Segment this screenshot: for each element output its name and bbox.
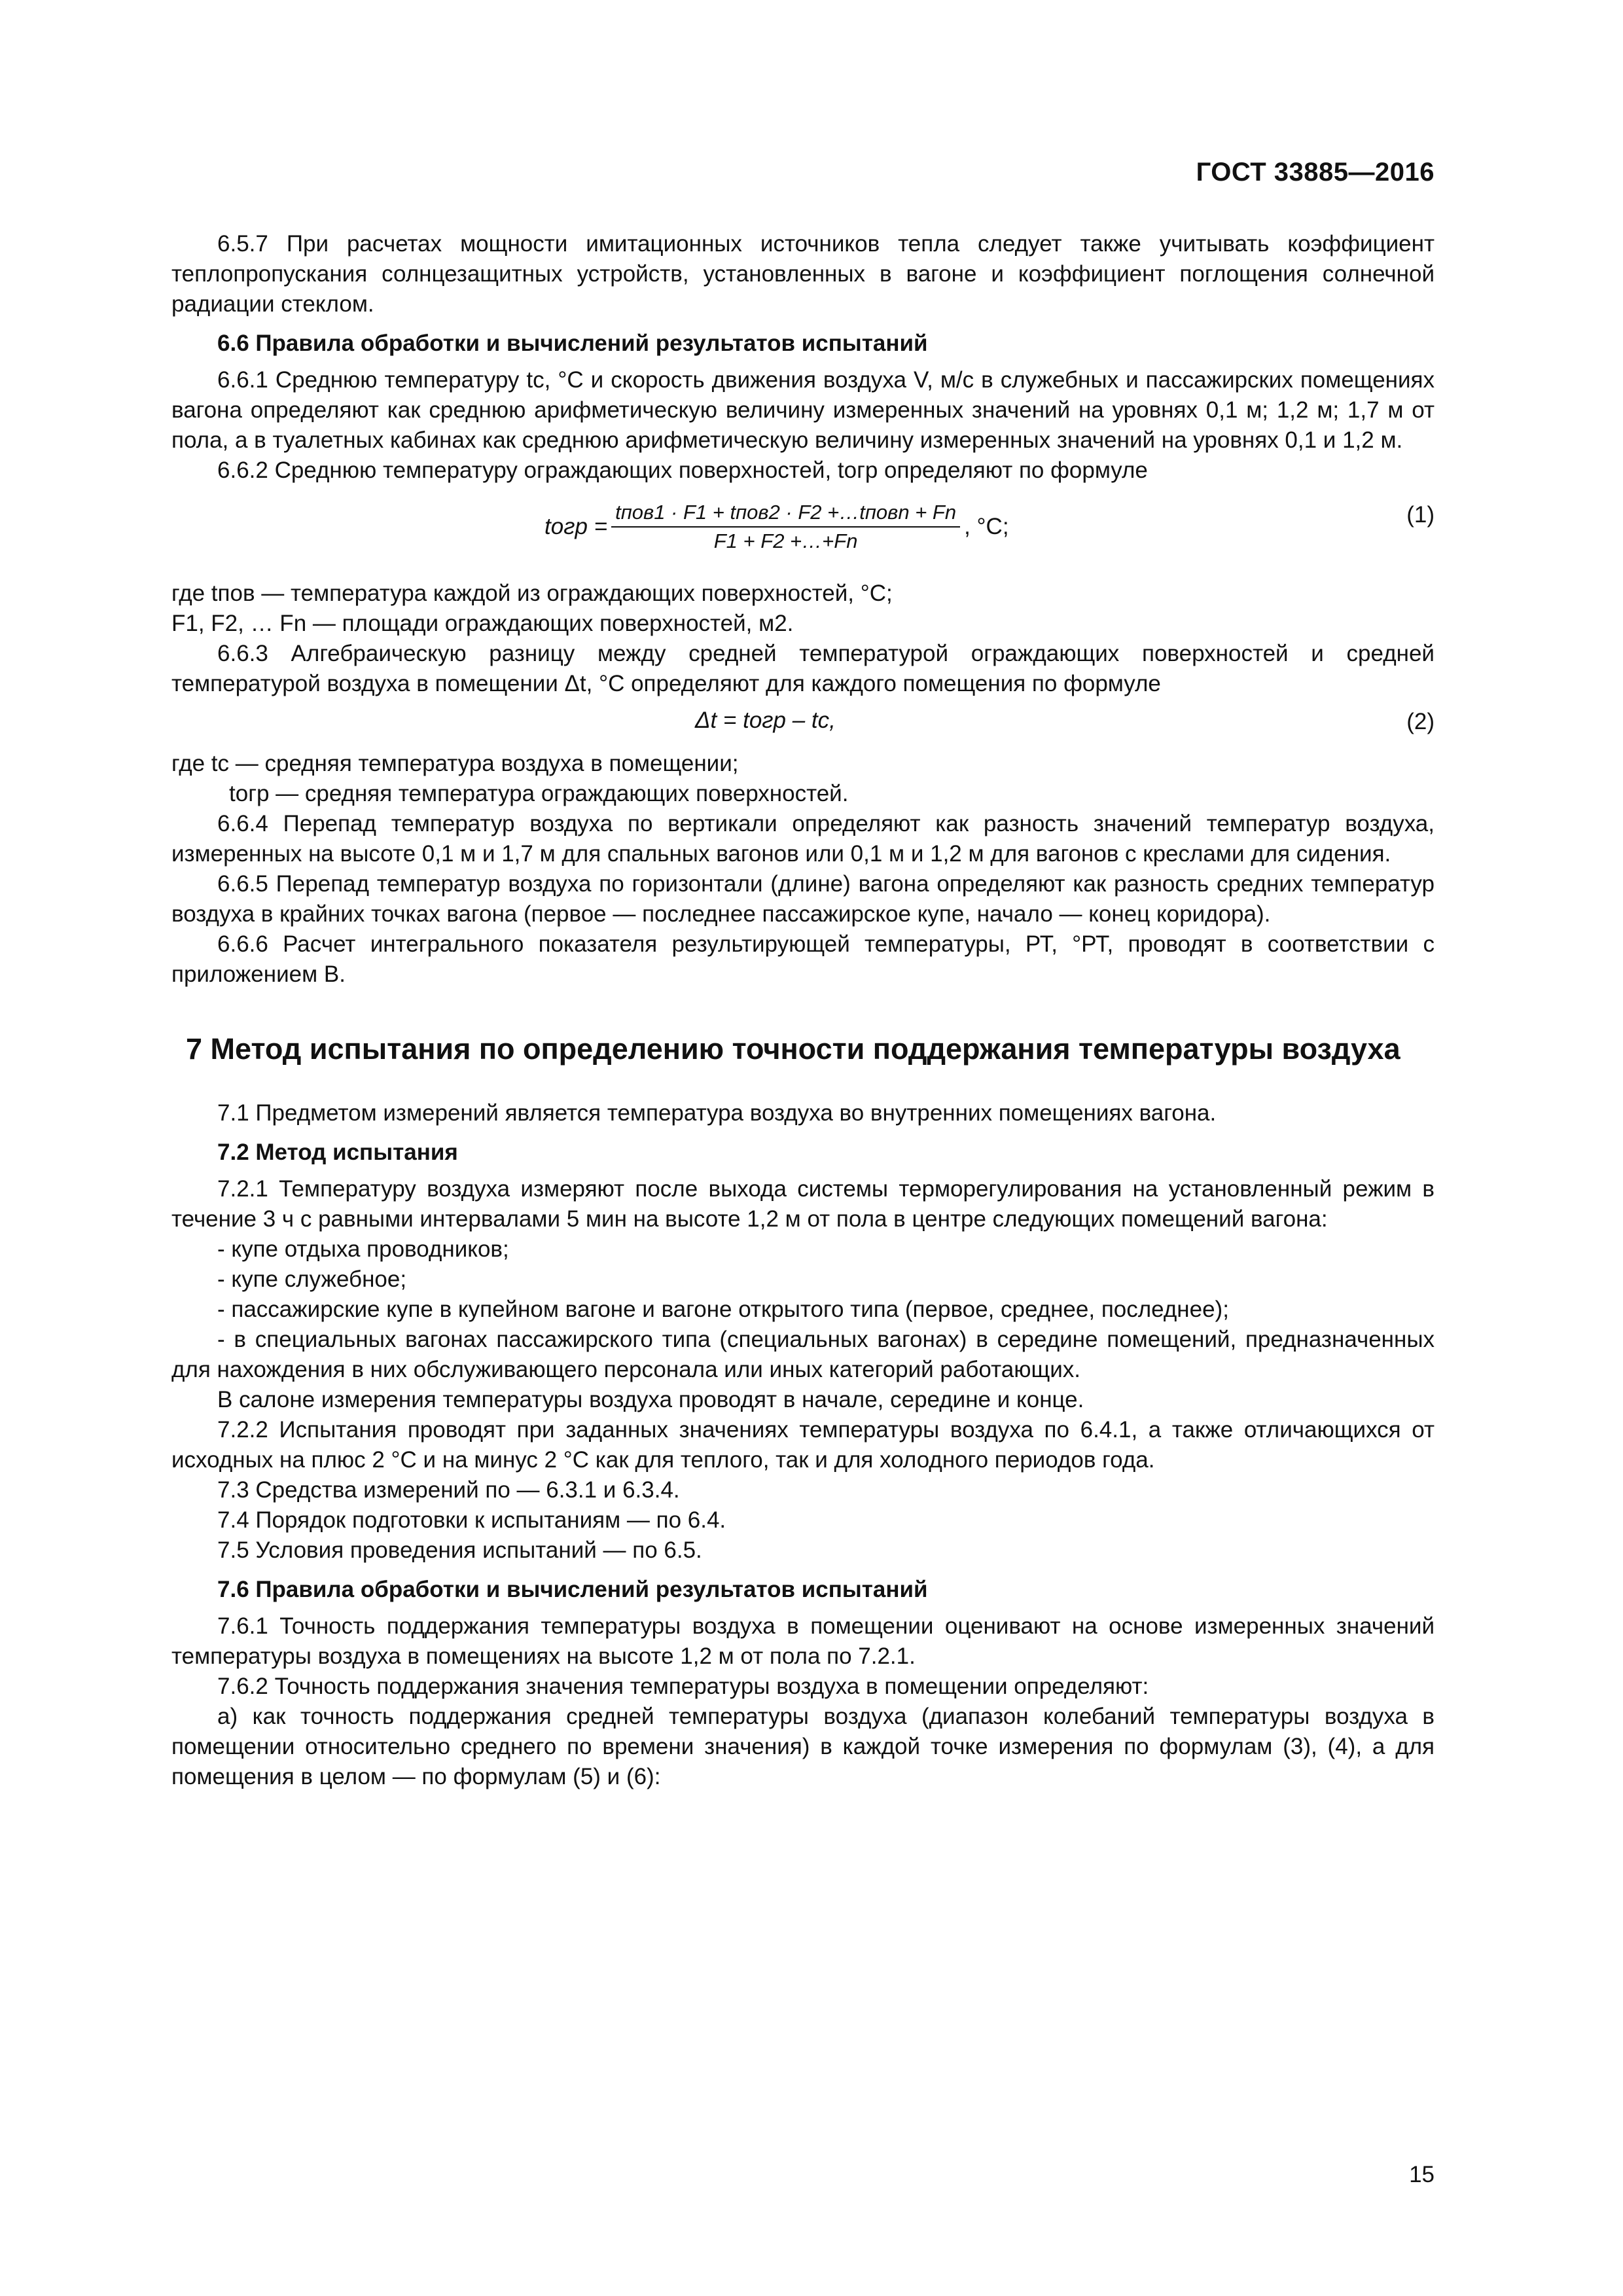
formula-1-unit: , °C;: [964, 514, 1009, 539]
measurement-locations-list: [171, 1234, 1435, 1385]
paragraph-6-6-5: 6.6.5 Перепад температур воздуха по горизонтали (длине) вагона определяют как разность средних температур воздуха в крайних точках вагона (первое — последнее пассажирское купе, начало — конец коридора).: [171, 871, 1435, 927]
paragraph-6-6-3: 6.6.3 Алгебраическую разницу между средней температурой ограждающих поверхностей и средней температурой воздуха в помещении Δt, °C определяют для каждого помещения по формуле: [171, 641, 1435, 696]
formula-1-body: [544, 491, 1009, 563]
page-content: [171, 229, 1435, 1792]
paragraph-7-5: 7.5 Условия проведения испытаний — по 6.5.: [217, 1537, 702, 1563]
paragraph-7-6-1: 7.6.1 Точность поддержания температуры воздуха в помещении оценивают на основе измеренных значений температуры воздуха в помещениях на высоте 1,2 м от пола по 7.2.1.: [171, 1613, 1435, 1669]
paragraph-salon: В салоне измерения температуры воздуха проводят в начале, середине и конце.: [217, 1387, 1084, 1412]
where-1-a: где tпов — температура каждой из ограждающих поверхностей, °C;: [171, 581, 893, 606]
formula-1-number: (1): [1406, 502, 1435, 528]
formula-1-numerator: tпов1 · F1 + tпов2 · F2 +…tповn + Fn: [615, 501, 957, 524]
paragraph-6-6-6: 6.6.6 Расчет интегрального показателя результирующей температуры, РТ, °РТ, проводят в соответствии с приложением В.: [171, 931, 1435, 987]
paragraph-7-2-2: 7.2.2 Испытания проводят при заданных значениях температуры воздуха по 6.4.1, а также отличающихся от исходных на плюс 2 °C и на минус 2 °C как для теплого, так и для холодного периодов года.: [171, 1417, 1435, 1473]
paragraph-7-2-1: 7.2.1 Температуру воздуха измеряют после выхода системы терморегулирования на установленный режим в течение 3 ч с равными интервалами 5 мин на высоте 1,2 м от пола в центре следующих помещений вагона:: [171, 1176, 1435, 1232]
paragraph-7-1: 7.1 Предметом измерений является температура воздуха во внутренних помещениях вагона.: [217, 1100, 1217, 1126]
paragraph-6-6-4: 6.6.4 Перепад температур воздуха по вертикали определяют как разность значений температур воздуха, измеренных на высоте 0,1 м и 1,7 м для спальных вагонов или 0,1 м и 1,2 м для вагонов с креслами для сидения.: [171, 811, 1435, 867]
formula-1-denominator: F1 + F2 +…+Fn: [713, 529, 858, 552]
formula-1-fraction: [611, 499, 960, 555]
paragraph-7-6-2-a: а) как точность поддержания средней температуры воздуха (диапазон колебаний температуры воздуха в помещении относительно среднего по времени значения) в каждой точке измерения по формулам (3), (4), а для помещения в целом — по формулам (5) и (6):: [171, 1704, 1435, 1789]
paragraph-7-4: 7.4 Порядок подготовки к испытаниям — по 6.4.: [217, 1507, 726, 1533]
formula-2: [171, 703, 1435, 742]
section-heading-6-6: 6.6 Правила обработки и вычислений результатов испытаний: [217, 331, 928, 356]
formula-2-expression: Δt = tогр – tс,: [695, 708, 836, 733]
formula-1: [171, 491, 1435, 569]
paragraph-6-6-2: 6.6.2 Среднюю температуру ограждающих поверхностей, tогр определяют по формуле: [217, 457, 1148, 483]
formula-1-lhs: tогр =: [544, 514, 608, 539]
list-item: - в специальных вагонах пассажирского типа (специальных вагонах) в середине помещений, предназначенных для нахождения в них обслуживающего персонала или иных категорий работающих.: [171, 1327, 1435, 1382]
section-heading-7: 7 Метод испытания по определению точности поддержания температуры воздуха: [186, 1032, 1400, 1066]
section-heading-7-2: 7.2 Метод испытания: [217, 1139, 458, 1165]
list-item: - купе отдыха проводников;: [217, 1236, 509, 1262]
list-item: - пассажирские купе в купейном вагоне и вагоне открытого типа (первое, среднее, последнее);: [217, 1297, 1229, 1322]
page-number: 15: [1409, 2162, 1435, 2187]
section-heading-7-6: 7.6 Правила обработки и вычислений результатов испытаний: [217, 1577, 928, 1602]
where-2-a: где tс — средняя температура воздуха в помещении;: [171, 751, 739, 776]
where-2-b: tогр — средняя температура ограждающих поверхностей.: [229, 781, 849, 806]
standard-header: ГОСТ 33885—2016: [1196, 158, 1435, 187]
paragraph-7-3: 7.3 Средства измерений по — 6.3.1 и 6.3.4.: [217, 1477, 680, 1503]
formula-2-number: (2): [1406, 709, 1435, 734]
paragraph-6-5-7: 6.5.7 При расчетах мощности имитационных источников тепла следует также учитывать коэффициент теплопропускания солнцезащитных устройств, установленных в вагоне и коэффициент поглощения солнечной радиации стеклом.: [171, 231, 1435, 317]
paragraph-7-6-2: 7.6.2 Точность поддержания значения температуры воздуха в помещении определяют:: [217, 1674, 1149, 1699]
paragraph-6-6-1: 6.6.1 Среднюю температуру tс, °C и скорость движения воздуха V, м/с в служебных и пассажирских помещениях вагона определяют как среднюю арифметическую величину измеренных значений на уровнях 0,1 м; 1,2 м; 1,7 м от пола, а в туалетных кабинах как среднюю арифметическую величину измеренных значений на уровнях 0,1 и 1,2 м.: [171, 367, 1435, 453]
list-item: - купе служебное;: [217, 1266, 407, 1292]
where-1-b: F1, F2, … Fn — площади ограждающих поверхностей, м2.: [171, 611, 794, 636]
